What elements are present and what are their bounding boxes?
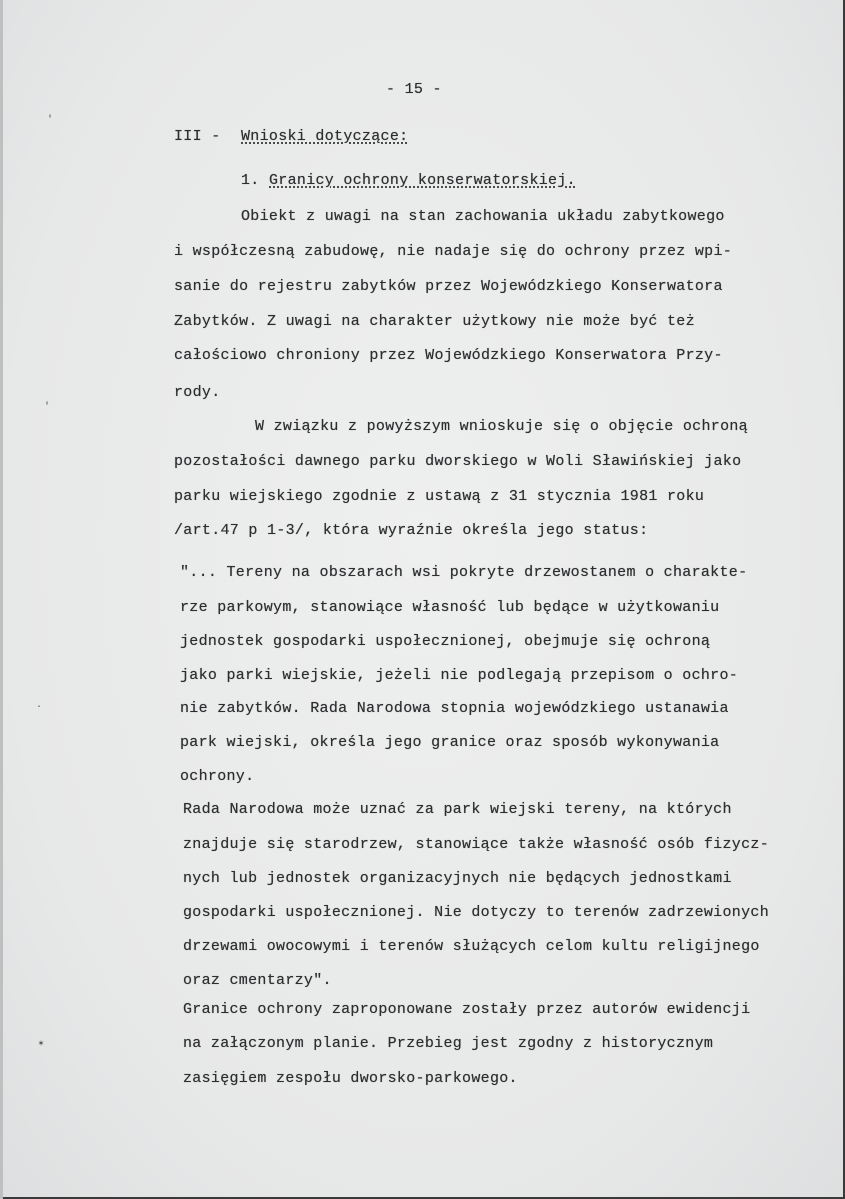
paragraph-line: Obiekt z uwagi na stan zachowania układu zabytkowego: [241, 208, 725, 225]
paragraph-line: drzewami owocowymi i terenów służących celom kultu religijnego: [183, 938, 760, 955]
paragraph-line: sanie do rejestru zabytków przez Wojewódzkiego Konserwatora: [174, 278, 723, 295]
quote-line: ochrony.: [180, 768, 255, 785]
paragraph-line: rody.: [174, 384, 221, 401]
quote-line: jednostek gospodarki uspołecznionej, obejmuje się ochroną: [180, 633, 711, 650]
paragraph-line: Zabytków. Z uwagi na charakter użytkowy nie może być też: [174, 313, 695, 330]
paragraph-line: na załączonym planie. Przebieg jest zgodny z historycznym: [183, 1035, 714, 1052]
quote-line: "... Tereny na obszarach wsi pokryte drzewostanem o charakte-: [180, 564, 748, 581]
scan-mark: ': [47, 115, 54, 126]
paragraph-line: gospodarki uspołecznionej. Nie dotyczy to terenów zadrzewionych: [183, 904, 769, 921]
paragraph-line: całościowo chroniony przez Wojewódzkiego Konserwatora Przy-: [174, 347, 723, 364]
quote-line: nie zabytków. Rada Narodowa stopnia wojewódzkiego ustanawia: [180, 700, 729, 717]
section-number: III -: [174, 128, 221, 145]
paragraph-line: parku wiejskiego zgodnie z ustawą z 31 stycznia 1981 roku: [174, 488, 705, 505]
paragraph-line: W związku z powyższym wnioskuje się o objęcie ochroną: [255, 418, 748, 435]
paragraph-line: nych lub jednostek organizacyjnych nie będących jednostkami: [183, 870, 732, 887]
paragraph-line: oraz cmentarzy".: [183, 972, 332, 989]
paragraph-line: znajduje się starodrzew, stanowiące także własność osób fizycz-: [183, 836, 769, 853]
paragraph-line: pozostałości dawnego parku dworskiego w Woli Sławińskiej jako: [174, 453, 742, 470]
subsection-number: 1.: [241, 172, 260, 189]
paragraph-line: Granice ochrony zaproponowane zostały przez autorów ewidencji: [183, 1001, 751, 1018]
section-title: Wnioski dotyczące:: [241, 128, 409, 145]
quote-line: park wiejski, określa jego granice oraz sposób wykonywania: [180, 734, 720, 751]
quote-line: jako parki wiejskie, jeżeli nie podlegają przepisom o ochro-: [180, 667, 739, 684]
paragraph-line: i współczesną zabudowę, nie nadaje się do ochrony przez wpi-: [174, 243, 733, 260]
scan-mark: ✶: [38, 1039, 45, 1050]
quote-line: rze parkowym, stanowiące własność lub będące w użytkowaniu: [180, 599, 720, 616]
scan-mark: ': [44, 402, 51, 413]
subsection-title: Granicy ochrony konserwatorskiej.: [269, 172, 576, 189]
page-edge: [0, 0, 3, 1199]
paragraph-line: /art.47 p 1-3/, która wyraźnie określa jego status:: [174, 522, 649, 539]
paragraph-line: Rada Narodowa może uznać za park wiejski tereny, na których: [183, 801, 732, 818]
paragraph-line: zasięgiem zespołu dworsko-parkowego.: [183, 1070, 518, 1087]
page-number: - 15 -: [386, 81, 442, 98]
scan-mark: .: [36, 700, 43, 711]
